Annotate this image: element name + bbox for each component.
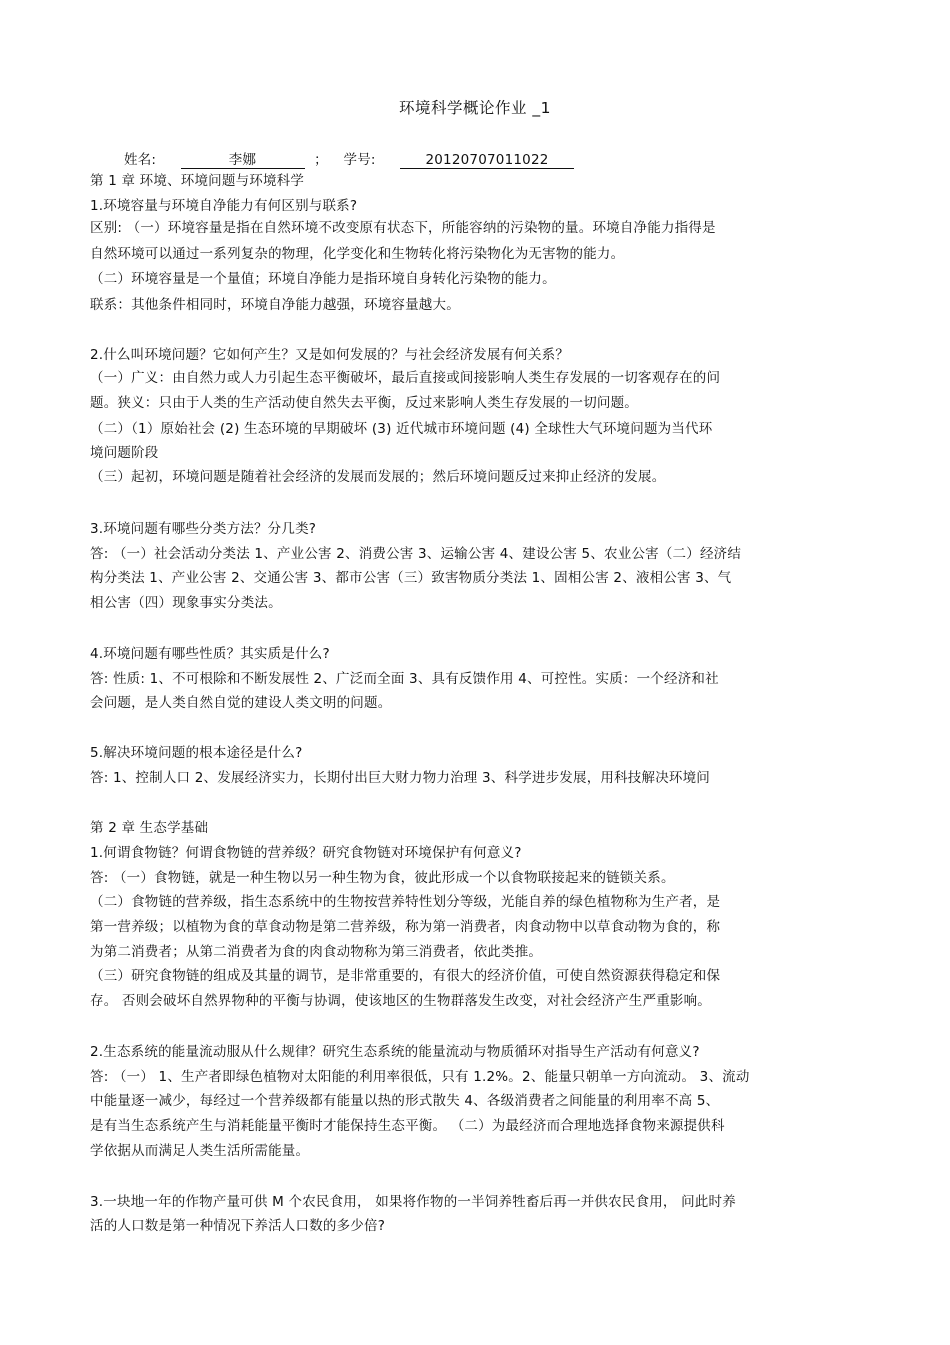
answer-line: （一）广义：由自然力或人力引起生态平衡破坏，最后直接或间接影响人类生存发展的一切客观存在的问 bbox=[90, 370, 721, 386]
chapter-heading: 第 1 章 环境、环境问题与环境科学 bbox=[90, 173, 305, 189]
answer-line: 中能量逐一减少，每经过一个营养级都有能量以热的形式散失 4、各级消费者之间能量的利用率不高 5、 bbox=[90, 1093, 720, 1109]
answer-line: 自然环境可以通过一系列复杂的物理，化学变化和生物转化将污染物化为无害物的能力。 bbox=[90, 246, 625, 262]
id-value: 20120707011022 bbox=[400, 153, 574, 169]
id-label: 学号: bbox=[343, 152, 376, 168]
answer-line: 会问题，是人类自然自觉的建设人类文明的问题。 bbox=[90, 695, 392, 711]
question-heading: 2.生态系统的能量流动服从什么规律？研究生态系统的能量流动与物质循环对指导生产活动有何意义? bbox=[90, 1044, 700, 1060]
answer-line: 活的人口数是第一种情况下养活人口数的多少倍? bbox=[90, 1218, 386, 1234]
answer-line: 学依据从而满足人类生活所需能量。 bbox=[90, 1143, 310, 1159]
document-title: 环境科学概论作业 _1 bbox=[398, 99, 552, 117]
answer-line: 联系：其他条件相同时，环境自净能力越强，环境容量越大。 bbox=[90, 297, 460, 313]
question-heading: 3.一块地一年的作物产量可供 M 个农民食用， 如果将作物的一半饲养牲畜后再一并供农民食用， 问此时养 bbox=[90, 1194, 736, 1210]
answer-line: 为第二消费者；从第二消费者为食的肉食动物称为第三消费者，依此类推。 bbox=[90, 944, 543, 960]
question-heading: 3.环境问题有哪些分类方法？分几类? bbox=[90, 521, 317, 537]
answer-line: 第一营养级；以植物为食的草食动物是第二营养级，称为第一消费者，肉食动物中以草食动物为食的，称 bbox=[90, 919, 721, 935]
chapter-heading: 第 2 章 生态学基础 bbox=[90, 820, 209, 836]
answer-line: 构分类法 1、产业公害 2、交通公害 3、都市公害（三）致害物质分类法 1、固相公害 2、液相公害 3、气 bbox=[90, 570, 732, 586]
question-heading: 4.环境问题有哪些性质？其实质是什么? bbox=[90, 646, 330, 662]
answer-line: 答: 1、控制人口 2、发展经济实力，长期付出巨大财力物力治理 3、科学进步发展，用科技解决环境问 bbox=[90, 770, 710, 786]
answer-line: 是有当生态系统产生与消耗能量平衡时才能保持生态平衡。 （二）为最经济而合理地选择食物来源提供科 bbox=[90, 1118, 725, 1134]
answer-line: 答: （一）社会活动分类法 1、产业公害 2、消费公害 3、运输公害 4、建设公害 5、农业公害（二）经济结 bbox=[90, 546, 742, 562]
answer-line: 相公害（四）现象事实分类法。 bbox=[90, 595, 282, 611]
answer-line: 答: （一）食物链，就是一种生物以另一种生物为食，彼此形成一个以食物联接起来的链锁关系。 bbox=[90, 870, 675, 886]
answer-line: （三）研究食物链的组成及其量的调节，是非常重要的，有很大的经济价值，可使自然资源获得稳定和保 bbox=[90, 968, 721, 984]
answer-line: 答: （一） 1、生产者即绿色植物对太阳能的利用率很低，只有 1.2%。2、能量只朝单一方向流动。 3、流动 bbox=[90, 1069, 750, 1085]
answer-line: 题。狭义：只由于人类的生产活动使自然失去平衡，反过来影响人类生存发展的一切问题。 bbox=[90, 395, 638, 411]
question-heading: 1.何谓食物链？何谓食物链的营养级？研究食物链对环境保护有何意义? bbox=[90, 845, 522, 861]
student-info bbox=[124, 148, 574, 169]
answer-line: （二）环境容量是一个量值；环境自净能力是指环境自身转化污染物的能力。 bbox=[90, 271, 556, 287]
question-heading: 5.解决环境问题的根本途径是什么? bbox=[90, 745, 303, 761]
answer-line: 区别: （一）环境容量是指在自然环境不改变原有状态下，所能容纳的污染物的量。环境自净能力指得是 bbox=[90, 220, 716, 236]
info-separator: ； bbox=[314, 152, 328, 168]
answer-line: （二）食物链的营养级，指生态系统中的生物按营养特性划分等级，光能自养的绿色植物称为生产者，是 bbox=[90, 894, 721, 910]
answer-line: 境问题阶段 bbox=[90, 445, 159, 461]
question-heading: 2.什么叫环境问题？它如何产生？又是如何发展的？与社会经济发展有何关系？ bbox=[90, 347, 570, 363]
answer-line: 存。 否则会破坏自然界物种的平衡与协调，使该地区的生物群落发生改变，对社会经济产生严重影响。 bbox=[90, 993, 711, 1009]
answer-line: （三）起初，环境问题是随着社会经济的发展而发展的；然后环境问题反过来抑止经济的发展。 bbox=[90, 469, 666, 485]
answer-line: 答: 性质: 1、不可根除和不断发展性 2、广泛而全面 3、具有反馈作用 4、可控性。实质：一个经济和社 bbox=[90, 671, 719, 687]
name-label: 姓名: bbox=[124, 152, 157, 168]
answer-line: （二）（1）原始社会 (2) 生态环境的早期破坏 (3) 近代城市环境问题 (4) 全球性大气环境问题为当代环 bbox=[90, 421, 713, 437]
question-heading: 1.环境容量与环境自净能力有何区别与联系? bbox=[90, 198, 358, 214]
name-value: 李娜 bbox=[181, 153, 305, 169]
